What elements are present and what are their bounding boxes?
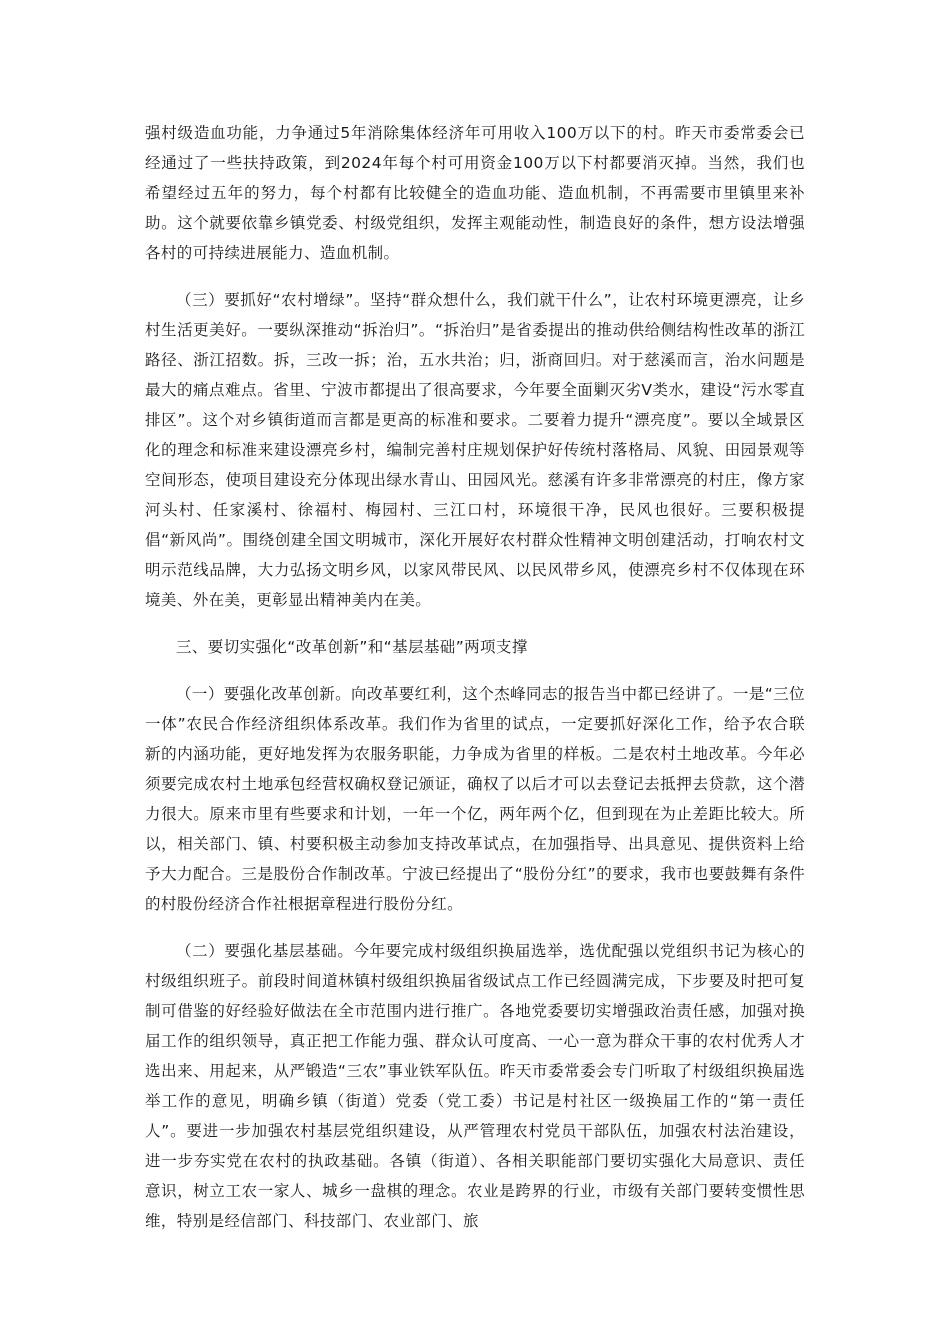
paragraph-continuation: 强村级造血功能，力争通过5年消除集体经济年可用收入100万以下的村。昨天市委常委会已经通过了一些扶持政策，到2024年每个村可用资金100万以下村都要消灭掉。当然，我们也希望经过五年的努力，每个村都有比较健全的造血功能、造血机制，不再需要市里镇里来补助。这个就要依靠乡镇党委、村级党组织，发挥主观能动性，制造良好的条件，想方设法增强各村的可持续进展能力、造血机制。 bbox=[145, 124, 805, 262]
document-page bbox=[145, 118, 805, 1253]
section-heading-three: 三、要切实强化“改革创新”和“基层基础”两项支撑 bbox=[176, 638, 528, 656]
paragraph-grassroots-foundation: （二）要强化基层基础。今年要完成村级组织换届选举，选优配强以党组织书记为核心的村级组织班子。前段时间道林镇村级组织换届省级试点工作已经圆满完成，下步要及时把可复制可借鉴的好经验好做法在全市范围内进行推广。各地党委要切实增强政治责任感，加强对换届工作的组织领导，真正把工作能力强、群众认可度高、一心一意为群众干事的农村优秀人才选出来、用起来，从严锻造“三农”事业铁军队伍。昨天市委常委会专门听取了村级组织换届选举工作的意见，明确乡镇（街道）党委（党工委）书记是村社区一级换届工作的“第一责任人”。要进一步加强农村基层党组织建设，从严管理农村党员干部队伍，加强农村法治建设，进一步夯实党在农村的执政基础。各镇（街道）、各相关职能部门要切实强化大局意识、责任意识，树立工农一家人、城乡一盘棋的理念。农业是跨界的行业，市级有关部门要转变惯性思维，特别是经信部门、科技部门、农业部门、旅 bbox=[145, 942, 805, 1230]
paragraph-reform-innovation: （一）要强化改革创新。向改革要红利，这个杰峰同志的报告当中都已经讲了。一是“三位一体”农民合作经济组织体系改革。我们作为省里的试点，一定要抓好深化工作，给予农合联新的内涵功能，更好地发挥为农服务职能，力争成为省里的样板。二是农村土地改革。今年必须要完成农村土地承包经营权确权登记颁证，确权了以后才可以去登记去抵押去贷款，这个潜力很大。原来市里有些要求和计划，一年一个亿，两年两个亿，但到现在为止差距比较大。所以，相关部门、镇、村要积极主动参加支持改革试点，在加强指导、出具意见、提供资料上给予大力配合。三是股份合作制改革。宁波已经提出了“股份分红”的要求，我市也要鼓舞有条件的村股份经济合作社根据章程进行股份分红。 bbox=[145, 685, 805, 913]
paragraph-rural-greening: （三）要抓好“农村增绿”。坚持“群众想什么，我们就干什么”，让农村环境更漂亮，让乡村生活更美好。一要纵深推动“拆治归”。“拆治归”是省委提出的推动供给侧结构性改革的浙江路径、浙江招数。拆，三改一拆；治，五水共治；归，浙商回归。对于慈溪而言，治水问题是最大的痛点难点。省里、宁波市都提出了很高要求，今年要全面剿灭劣Ⅴ类水，建设“污水零直排区”。这个对乡镇街道而言都是更高的标准和要求。二要着力提升“漂亮度”。要以全域景区化的理念和标准来建设漂亮乡村，编制完善村庄规划保护好传统村落格局、风貌、田园景观等空间形态，使项目建设充分体现出绿水青山、田园风光。慈溪有许多非常漂亮的村庄，像方家河头村、任家溪村、徐福村、梅园村、三江口村，环境很干净，民风也很好。三要积极提倡“新风尚”。围绕创建全国文明城市，深化开展好农村群众性精神文明创建活动，打响农村文明示范线品牌，大力弘扬文明乡风，以家风带民风、以民风带乡风，使漂亮乡村不仅体现在环境美、外在美，更彰显出精神美内在美。 bbox=[145, 291, 805, 609]
